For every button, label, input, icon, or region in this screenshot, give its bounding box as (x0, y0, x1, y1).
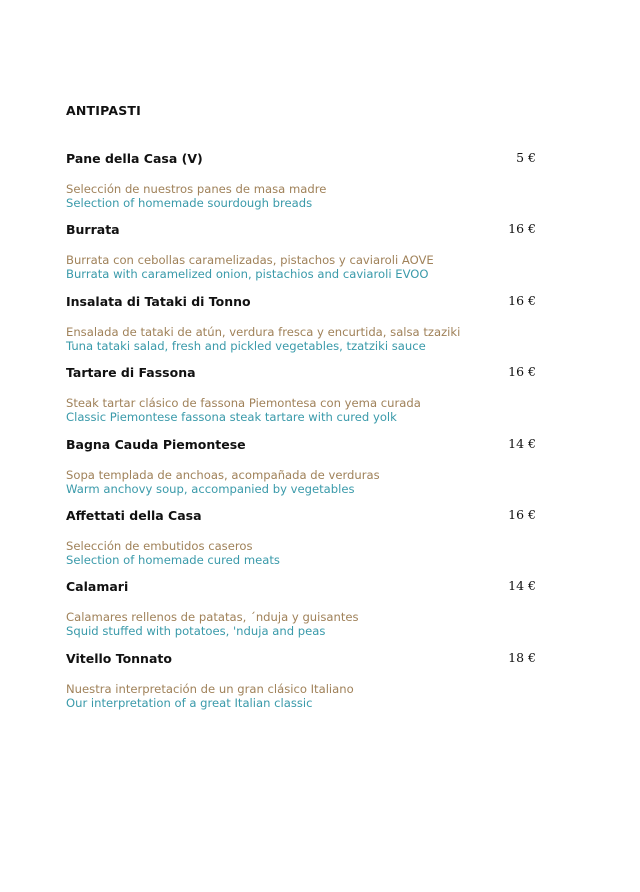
item-name: Calamari (66, 579, 129, 595)
description-spanish: Ensalada de tataki de atún, verdura fresca y encurtida, salsa tzaziki (66, 324, 461, 339)
item-description (66, 396, 536, 424)
item-name: Affettati della Casa (66, 507, 202, 523)
description-english: Selection of homemade sourdough breads (66, 196, 313, 210)
item-description (66, 468, 536, 496)
item-price: 14 € (508, 578, 536, 594)
description-english: Our interpretation of a great Italian classic (66, 695, 313, 710)
item-name: Vitello Tonnato (66, 650, 172, 666)
item-description (66, 253, 536, 281)
description-english: Squid stuffed with potatoes, 'nduja and peas (66, 624, 326, 639)
description-english: Warm anchovy soup, accompanied by vegetables (66, 481, 355, 496)
item-name: Bagna Cauda Piemontese (66, 436, 246, 452)
menu-list (66, 151, 536, 722)
item-name: Insalata di Tataki di Tonno (66, 293, 251, 309)
description-spanish: Nuestra interpretación de un gran clásico Italiano (66, 681, 354, 696)
item-price: 18 € (508, 649, 536, 665)
item-description (66, 610, 536, 638)
description-spanish: Steak tartar clásico de fassona Piemontesa con yema curada (66, 396, 421, 411)
item-name: Pane della Casa (V) (66, 151, 203, 166)
description-english: Burrata with caramelized onion, pistachios and caviaroli EVOO (66, 267, 429, 282)
item-price: 5 € (516, 150, 536, 165)
item-description (66, 682, 536, 710)
menu-item (66, 508, 536, 579)
menu-item (66, 365, 536, 436)
item-name: Tartare di Fassona (66, 365, 196, 381)
item-description (66, 539, 536, 567)
description-english: Classic Piemontese fassona steak tartare with cured yolk (66, 410, 397, 425)
item-description (66, 325, 536, 353)
item-price: 14 € (508, 435, 536, 451)
menu-item (66, 151, 536, 222)
item-price: 16 € (508, 292, 536, 308)
description-english: Selection of homemade cured meats (66, 552, 280, 567)
menu-item (66, 294, 536, 365)
description-spanish: Selección de embutidos caseros (66, 538, 253, 553)
description-spanish: Selección de nuestros panes de masa madre (66, 182, 327, 196)
menu-item (66, 579, 536, 650)
item-name: Burrata (66, 222, 120, 238)
description-english: Tuna tataki salad, fresh and pickled vegetables, tzatziki sauce (66, 338, 426, 353)
item-price: 16 € (508, 506, 536, 522)
section-title: ANTIPASTI (66, 103, 141, 118)
menu-item (66, 651, 536, 722)
item-description (66, 182, 536, 210)
description-spanish: Sopa templada de anchoas, acompañada de verduras (66, 467, 380, 482)
item-price: 16 € (508, 221, 536, 237)
menu-item (66, 437, 536, 508)
menu-item (66, 222, 536, 293)
description-spanish: Calamares rellenos de patatas, ´nduja y guisantes (66, 610, 359, 625)
item-price: 16 € (508, 364, 536, 380)
description-spanish: Burrata con cebollas caramelizadas, pistachos y caviaroli AOVE (66, 253, 434, 268)
